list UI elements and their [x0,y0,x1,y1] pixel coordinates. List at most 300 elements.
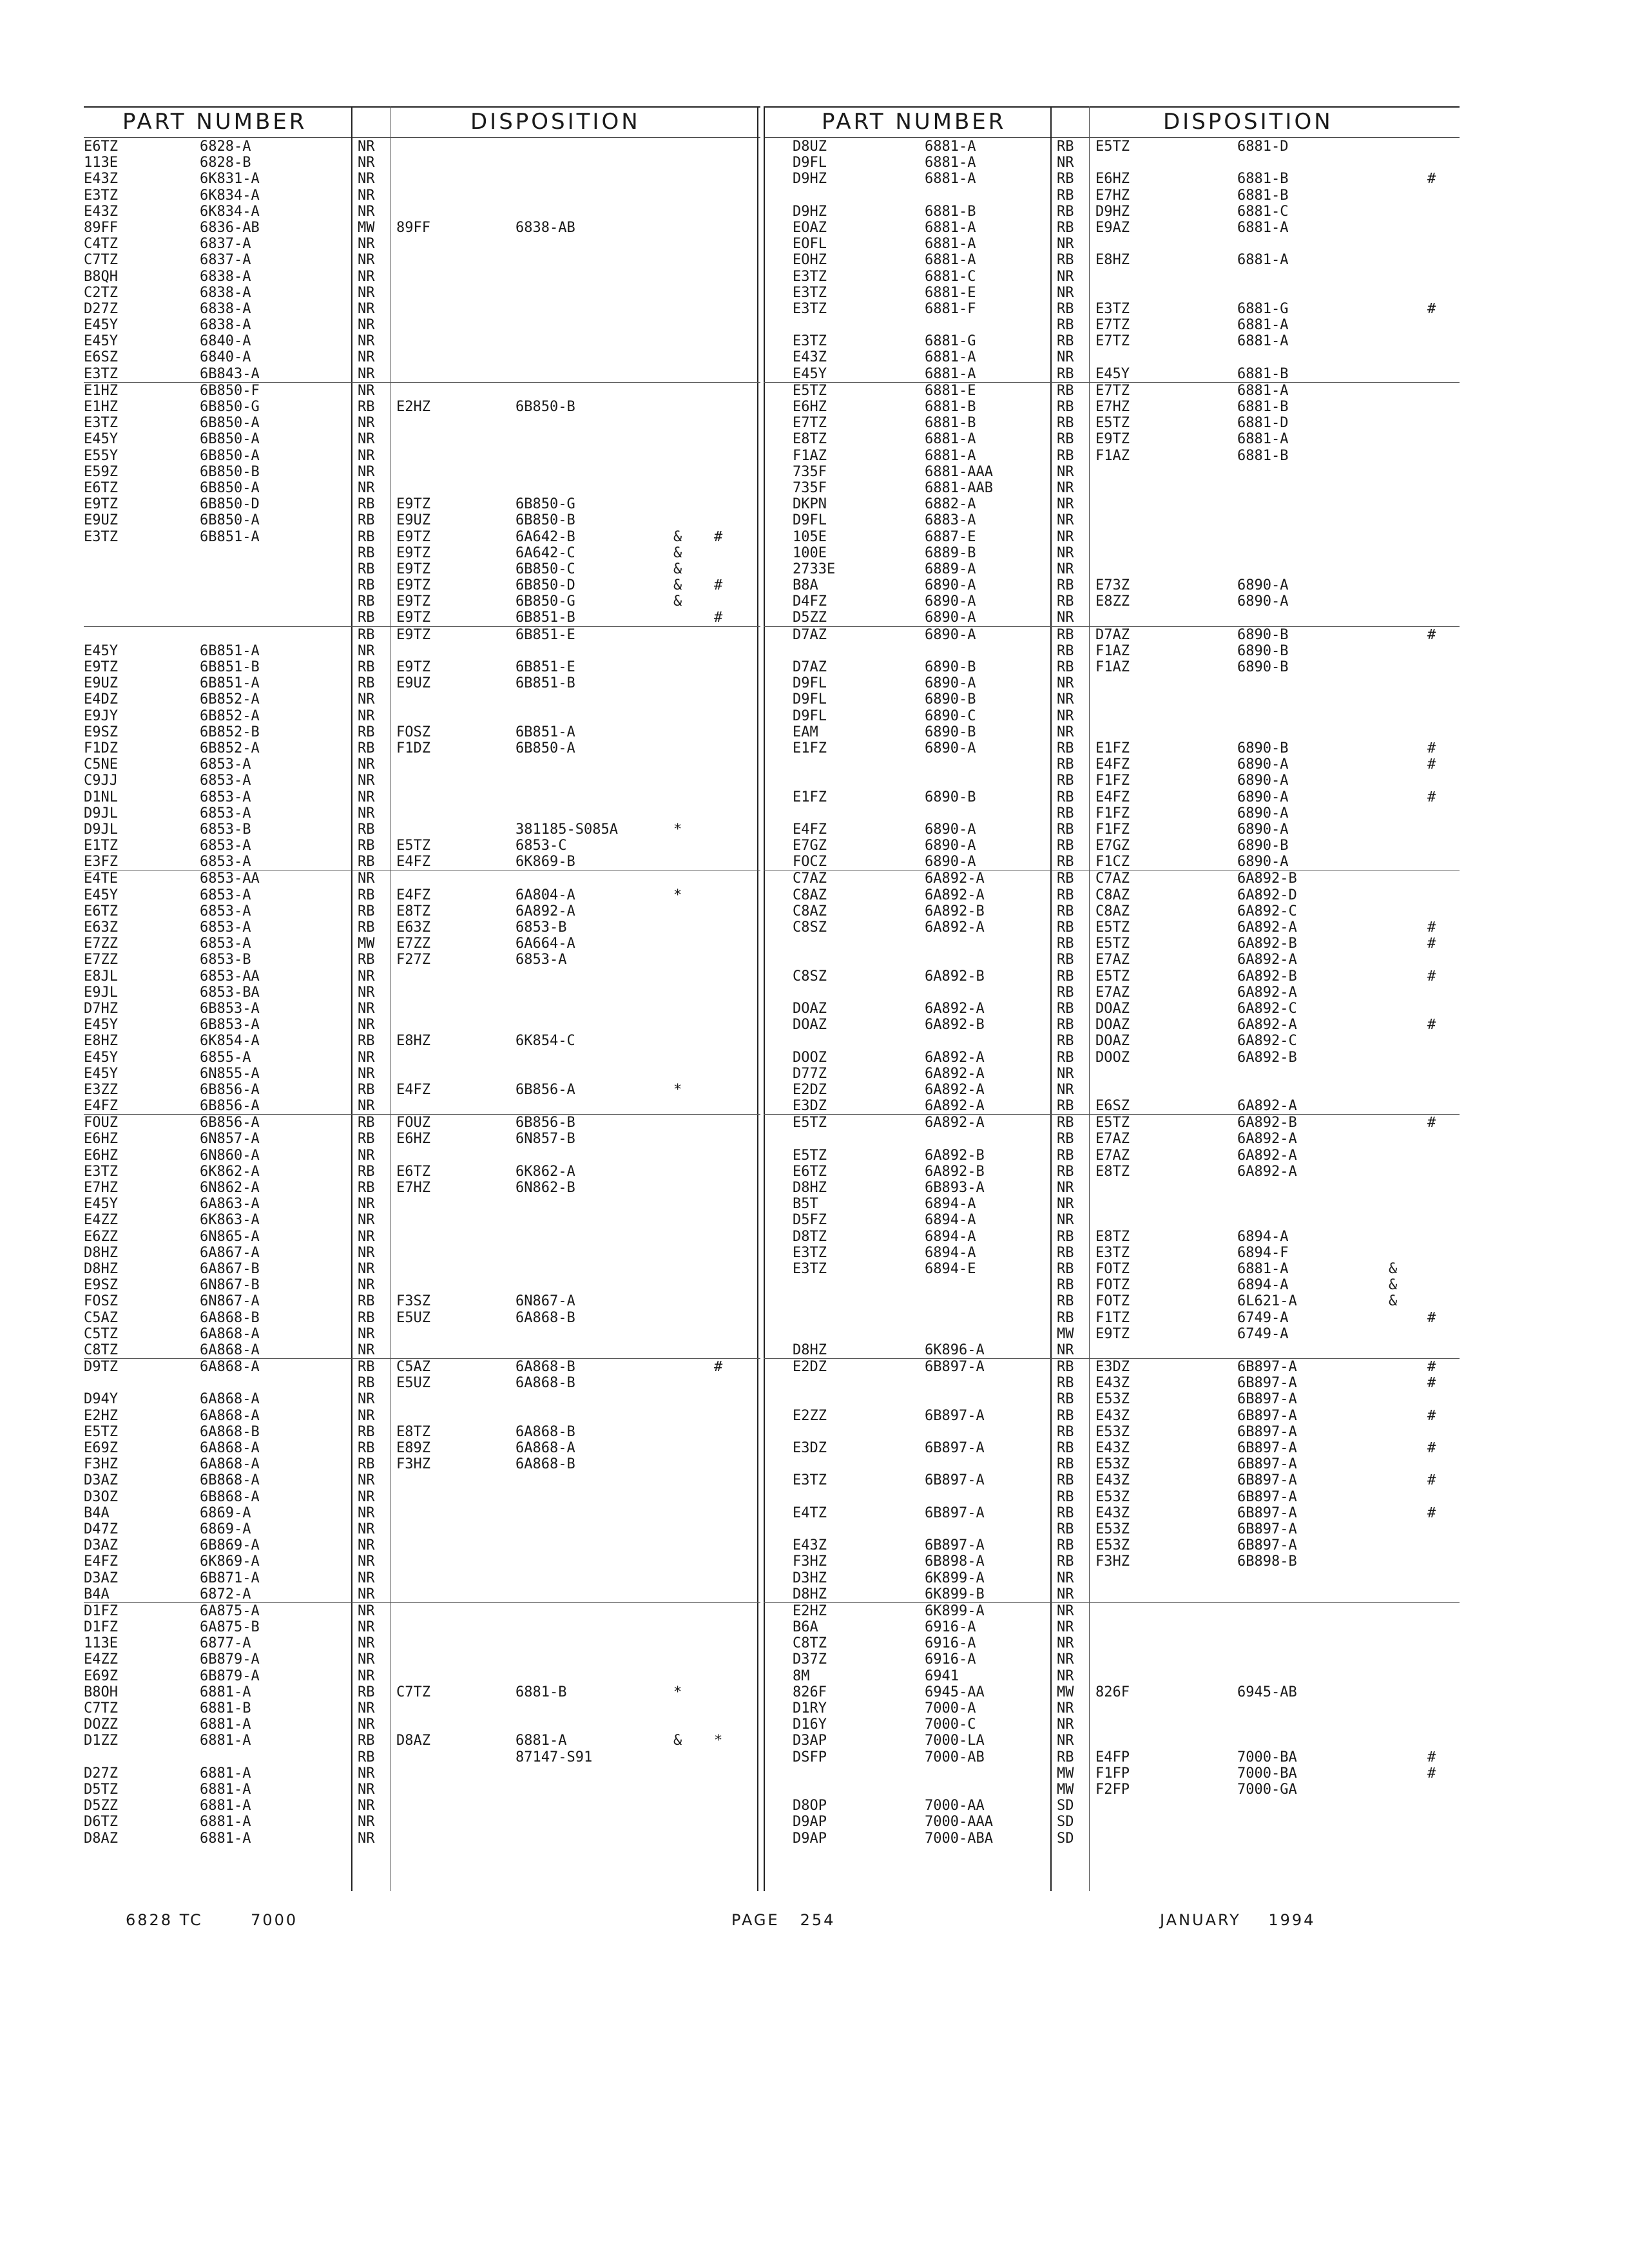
disposition-code: NR [1057,479,1074,496]
part-number: 6B897-A [925,1537,985,1554]
table-row [764,1716,1460,1733]
replacement-code: E9TZ [1095,1325,1130,1342]
part-code: D3OZ [84,1488,118,1505]
page-date: JANUARY 1994 [1160,1911,1316,1929]
part-code: E6ZZ [84,1228,118,1245]
disposition-code: RB [1057,821,1074,838]
table-row [764,1733,1460,1749]
part-number: 6N867-B [200,1277,260,1294]
part-number: 6881-A [200,1765,251,1782]
replacement-part: 6A868-B [516,1359,575,1376]
disposition-code: RB [1057,1115,1074,1131]
note-mark: # [1427,936,1436,952]
disposition-code: RB [358,1163,375,1180]
part-code: C8AZ [793,887,827,903]
table-row [764,708,1460,724]
replacement-code: E7TZ [1095,382,1130,399]
part-number: 6890-A [925,675,976,692]
table-row [764,399,1460,415]
disposition-code: RB [1057,1375,1074,1392]
replacement-code: FOTZ [1095,1293,1130,1310]
disposition-code: NR [1057,675,1074,692]
table-row [764,383,1460,399]
disposition-code: RB [1057,139,1074,155]
table-row [764,1342,1460,1359]
part-code: D9FL [793,707,827,724]
table-row [764,1310,1460,1326]
part-code: E9JL [84,984,118,1001]
disposition-code: RB [1057,1440,1074,1456]
disposition-code: RB [1057,187,1074,204]
disposition-code: RB [1057,870,1074,887]
disposition-code: RB [358,740,375,756]
table-row [764,301,1460,317]
note-mark: # [1427,968,1436,985]
note-mark: * [673,1684,682,1700]
part-number: 6B850-D [200,496,260,513]
part-number: 6894-E [925,1260,976,1277]
replacement-code: F1FP [1095,1765,1130,1782]
part-number: 6B850-A [200,415,260,432]
part-number: 6N865-A [200,1228,260,1245]
replacement-code: E1FZ [1095,740,1130,756]
part-code: C8TZ [793,1635,827,1652]
disposition-code: NR [1057,1570,1074,1586]
disposition-code: NR [358,773,375,789]
disposition-code: RB [1057,952,1074,968]
part-code: E6HZ [84,1131,118,1148]
disposition-code: RB [358,544,375,561]
part-number: 6890-B [925,659,976,675]
replacement-code: F2FP [1095,1781,1130,1798]
replacement-part: 6881-B [1237,187,1289,204]
disposition-code: NR [358,1472,375,1489]
table-row [764,415,1460,431]
table-row [84,1782,760,1798]
part-code: D8HZ [84,1244,118,1261]
part-code: E69Z [84,1440,118,1456]
table-row [764,1066,1460,1082]
table-row [764,1245,1460,1261]
header-underline [84,137,760,138]
note-mark: * [673,887,682,903]
note-mark: # [1427,1749,1436,1765]
part-code: E4FZ [84,1098,118,1115]
note-mark: # [1427,1309,1436,1326]
part-code: C2TZ [84,284,118,301]
replacement-part: 6B897-A [1237,1521,1297,1537]
replacement-code: C7AZ [1095,870,1130,887]
disposition-code: RB [358,1131,375,1148]
replacement-part: 6B897-A [1237,1472,1297,1489]
part-code: E55Y [84,447,118,464]
replacement-part: 6A892-C [1237,903,1297,919]
disposition-code: NR [358,642,375,659]
note-mark: & [673,528,682,545]
replacement-code: E7ZZ [396,936,430,952]
replacement-code: E9TZ [396,577,430,594]
replacement-part: 6890-A [1237,593,1289,610]
disposition-code: MW [1057,1684,1074,1700]
table-row [84,1489,760,1505]
table-row [764,936,1460,952]
table-row [764,1017,1460,1033]
table-row [764,496,1460,512]
replacement-code: E4FZ [396,887,430,903]
replacement-part: 6881-G [1237,300,1289,317]
disposition-code: NR [358,1098,375,1115]
part-number: 6A868-A [200,1456,260,1473]
replacement-part: 6881-A [1237,431,1289,448]
disposition-code: RB [1057,300,1074,317]
table-row [764,1148,1460,1164]
table-row [84,1277,760,1293]
table-row [84,643,760,659]
replacement-code: E9TZ [396,610,430,626]
disposition-code: NR [1057,284,1074,301]
replacement-code: E7AZ [1095,1147,1130,1164]
replacement-part: 6A868-B [516,1456,575,1473]
part-number: 6A868-B [200,1309,260,1326]
part-number: 6890-A [925,821,976,838]
table-row [764,480,1460,496]
table-row [84,773,760,789]
replacement-part: 6881-B [1237,365,1289,382]
replacement-code: F1FZ [1095,821,1130,838]
disposition-code: NR [1057,236,1074,253]
table-row [84,1424,760,1440]
part-code: C8TZ [84,1341,118,1358]
disposition-code: NR [1057,1586,1074,1602]
table-row [84,1570,760,1586]
table-row [84,1082,760,1098]
table-row [84,1668,760,1684]
part-code: 2733E [793,561,836,577]
note-mark: # [1427,1765,1436,1782]
part-code: E3TZ [84,365,118,382]
disposition-code: RB [1057,333,1074,350]
replacement-code: F1FZ [1095,773,1130,789]
replacement-part: 6A892-A [1237,952,1297,968]
part-number: 6A868-A [200,1407,260,1424]
table-row [764,1765,1460,1782]
part-number: 6B850-A [200,512,260,529]
part-number: 6881-A [200,1814,251,1831]
replacement-code: E63Z [396,919,430,936]
replacement-part: 6K869-B [516,854,575,870]
table-row [84,1115,760,1131]
disposition-code: RB [358,675,375,692]
part-number: 6855-A [200,1049,251,1066]
disposition-code: NR [358,707,375,724]
disposition-code: NR [358,155,375,171]
part-code: E6TZ [84,139,118,155]
replacement-part: 6A892-C [1237,1033,1297,1050]
disposition-code: NR [358,691,375,708]
disposition-code: RB [358,838,375,854]
table-row [764,838,1460,854]
replacement-part: 6N857-B [516,1131,575,1148]
table-row [764,643,1460,659]
part-code: E3TZ [793,1472,827,1489]
replacement-code: F1DZ [396,740,430,756]
disposition-code: NR [358,431,375,448]
disposition-code: NR [1057,1635,1074,1652]
disposition-code: NR [1057,1716,1074,1733]
part-number: 6889-A [925,561,976,577]
part-code: B8A [793,577,818,594]
replacement-part: 6A804-A [516,887,575,903]
disposition-code: NR [1057,1180,1074,1196]
table-row [84,789,760,805]
disposition-code: NR [358,1017,375,1033]
disposition-code: RB [1057,626,1074,643]
replacement-code: E9TZ [396,659,430,675]
part-code: E4FZ [84,1553,118,1570]
replacement-part: 7000-BA [1237,1765,1297,1782]
part-code: E2ZZ [793,1407,827,1424]
replacement-code: F27Z [396,952,430,968]
part-number: 6B856-A [200,1081,260,1098]
part-number: 6K854-A [200,1033,260,1050]
table-row [84,1798,760,1814]
table-row [84,903,760,919]
disposition-code: RB [1057,1033,1074,1050]
table-row [84,1440,760,1456]
table-row [764,1359,1460,1375]
part-number: 7000-AAA [925,1814,993,1831]
disposition-code: NR [358,349,375,366]
part-code: E4ZZ [84,1212,118,1229]
replacement-code: DOAZ [1095,1017,1130,1033]
table-row [84,349,760,365]
table-row [84,431,760,447]
table-row [764,1082,1460,1098]
disposition-code: NR [358,1619,375,1636]
disposition-header: DISPOSITION [470,109,641,135]
part-number: 6B868-A [200,1472,260,1489]
part-number: 6N862-A [200,1180,260,1196]
table-row [764,610,1460,626]
table-row [84,627,760,643]
replacement-part: 6A892-A [1237,1131,1297,1148]
disposition-code: RB [358,952,375,968]
replacement-code: E7AZ [1095,984,1130,1001]
disposition-code: RB [1057,1244,1074,1261]
table-row [764,805,1460,822]
part-code: E7TZ [793,415,827,432]
replacement-part: 6B850-A [516,740,575,756]
disposition-code: NR [358,1586,375,1602]
part-number: 6A868-A [200,1440,260,1456]
table-row [84,1814,760,1830]
replacement-part: 6N862-B [516,1180,575,1196]
part-code: E43Z [793,349,827,366]
disposition-code: NR [358,1765,375,1782]
part-number: 6894-A [925,1212,976,1229]
table-row [84,870,760,887]
part-code: E4DZ [84,691,118,708]
part-number: 6B843-A [200,365,260,382]
note-mark: # [1427,1115,1436,1131]
disposition-code: NR [358,1667,375,1684]
part-number: 6A892-A [925,887,985,903]
disposition-code: RB [1057,740,1074,756]
part-code: DOAZ [793,1017,827,1033]
replacement-code: E7AZ [1095,952,1130,968]
part-number: 6A868-A [200,1325,260,1342]
replacement-part: 7000-GA [1237,1781,1297,1798]
note-mark: # [714,528,723,545]
part-code: D1FZ [84,1619,118,1636]
part-code: E8JL [84,968,118,985]
part-number: 6869-A [200,1521,251,1537]
table-row [84,659,760,675]
disposition-code: NR [358,1244,375,1261]
replacement-part: 6B851-E [516,626,575,643]
table-row [764,317,1460,333]
table-row [84,1326,760,1342]
disposition-code: RB [358,577,375,594]
part-number: 6853-B [200,952,251,968]
table-row [84,1408,760,1424]
part-code: D77Z [793,1065,827,1082]
part-code: 826F [793,1684,827,1700]
disposition-code: NR [1057,496,1074,513]
part-number: 6853-A [200,936,251,952]
replacement-part: 6881-C [1237,203,1289,220]
part-code: EAM [793,724,818,740]
part-number: 6B850-B [200,463,260,480]
table-row [84,1229,760,1245]
table-row [764,220,1460,236]
disposition-code: RB [1057,171,1074,187]
disposition-code: NR [358,1147,375,1164]
disposition-code: NR [358,268,375,285]
replacement-part: 6890-B [1237,659,1289,675]
part-number: 6K899-A [925,1602,985,1619]
part-code: E8TZ [793,431,827,448]
replacement-code: C7TZ [396,1684,430,1700]
disposition-code: RB [1057,399,1074,415]
part-number: 6882-A [925,496,976,513]
replacement-code: E7HZ [1095,399,1130,415]
replacement-code: E43Z [1095,1375,1130,1392]
disposition-code: NR [358,1049,375,1066]
table-row [764,985,1460,1001]
table-row [764,1700,1460,1716]
part-code: C7TZ [84,1700,118,1716]
disposition-code: NR [1057,724,1074,740]
disposition-code: RB [1057,1472,1074,1489]
part-code: D5FZ [793,1212,827,1229]
table-row [764,139,1460,155]
part-number: 6B850-A [200,479,260,496]
disposition-code: NR [358,300,375,317]
part-code: D5ZZ [793,610,827,626]
disposition-code: NR [1057,1065,1074,1082]
part-code: E9SZ [84,1277,118,1294]
disposition-code: MW [358,219,375,236]
replacement-code: E9AZ [1095,219,1130,236]
part-number: 6K863-A [200,1212,260,1229]
replacement-part: 6B897-A [1237,1375,1297,1392]
part-code: C4TZ [84,236,118,253]
replacement-part: 6B898-B [1237,1553,1297,1570]
replacement-part: 6B897-A [1237,1456,1297,1473]
disposition-code: RB [358,1081,375,1098]
table-row [84,822,760,838]
part-code: E45Y [793,365,827,382]
disposition-code: RB [1057,1749,1074,1765]
table-row [764,512,1460,528]
disposition-code: NR [358,1212,375,1229]
table-row [764,171,1460,187]
replacement-code: E2HZ [396,399,430,415]
disposition-code: RB [1057,1228,1074,1245]
part-number: 6853-BA [200,984,260,1001]
disposition-code: NR [358,1065,375,1082]
table-row [764,1814,1460,1830]
note-mark: * [673,1081,682,1098]
disposition-code: NR [358,139,375,155]
replacement-code: F3SZ [396,1293,430,1310]
part-number: 6881-A [925,139,976,155]
replacement-code: FOTZ [1095,1260,1130,1277]
table-row [84,1619,760,1635]
replacement-part: 6B850-C [516,561,575,577]
disposition-code: RB [1057,1049,1074,1066]
table-row [764,529,1460,545]
disposition-code: NR [358,236,375,253]
disposition-code: NR [358,1000,375,1017]
part-number: 6A892-A [925,1065,985,1082]
table-row [764,1489,1460,1505]
replacement-part: 6A892-A [1237,919,1297,936]
part-number: 6890-B [925,789,976,805]
table-row [764,1684,1460,1700]
table-row [84,1684,760,1700]
part-number: 6B897-A [925,1359,985,1376]
part-code: FOCZ [793,854,827,870]
part-number: 6881-A [200,1781,251,1798]
replacement-code: E7TZ [1095,333,1130,350]
part-code: E9UZ [84,675,118,692]
part-number: 6B850-A [200,431,260,448]
disposition-code: RB [358,626,375,643]
part-code: C5TZ [84,1325,118,1342]
replacement-code: E9TZ [396,544,430,561]
table-row [84,708,760,724]
note-mark: * [673,821,682,838]
part-code: D16Y [793,1716,827,1733]
replacement-code: F3HZ [396,1456,430,1473]
part-code: 113E [84,155,118,171]
table-row [84,968,760,985]
replacement-part: 6894-A [1237,1277,1289,1294]
replacement-code: E9TZ [396,528,430,545]
part-code: E3ZZ [84,1081,118,1098]
part-number: 7000-A [925,1700,976,1716]
table-row [764,1229,1460,1245]
part-code: E1TZ [84,838,118,854]
table-row [764,1375,1460,1391]
part-number: 6B898-A [925,1553,985,1570]
part-code: E45Y [84,1017,118,1033]
part-code: DOZZ [84,1716,118,1733]
table-row [84,854,760,870]
replacement-part: 6894-F [1237,1244,1289,1261]
